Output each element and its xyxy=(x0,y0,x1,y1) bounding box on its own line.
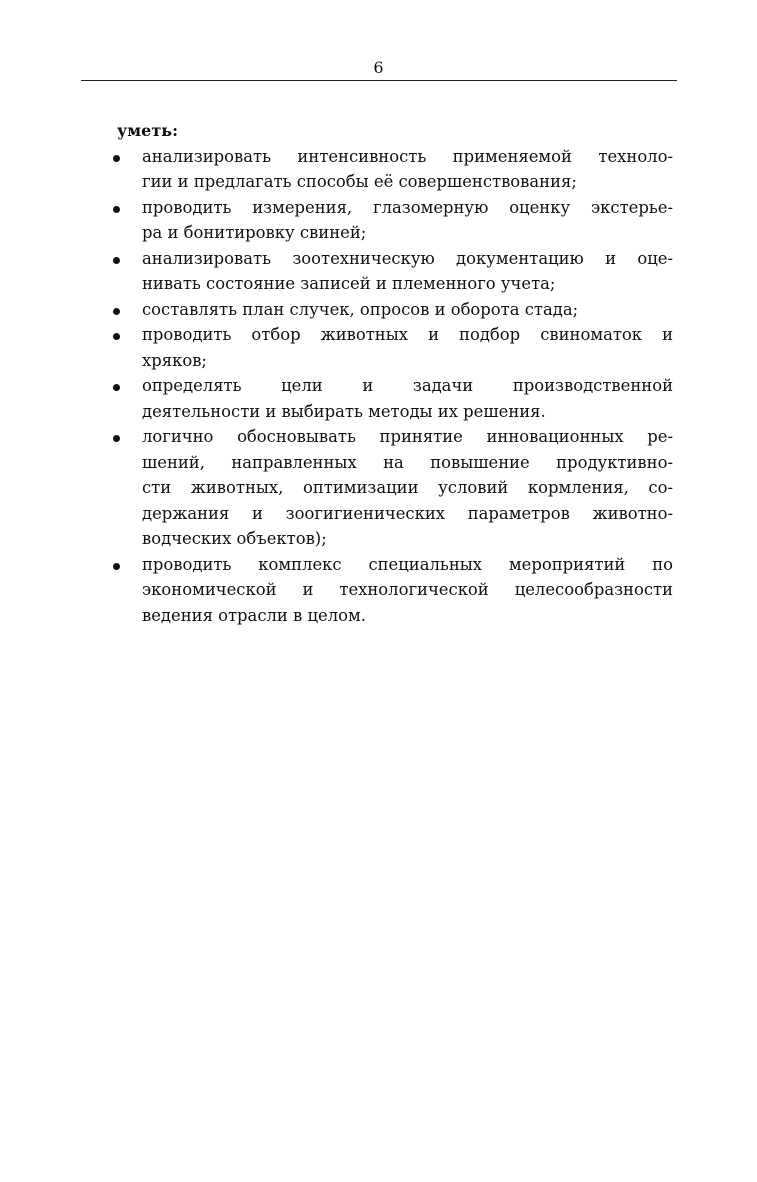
item-line: определять цели и задачи производственной xyxy=(142,376,673,395)
list-item xyxy=(111,246,673,297)
item-line: нивать состояние записей и племенного учета; xyxy=(142,274,556,293)
item-line: гии и предлагать способы её совершенствования; xyxy=(142,172,577,191)
list-item xyxy=(111,552,673,629)
bullet-icon xyxy=(113,206,120,213)
item-line: проводить комплекс специальных мероприятий по xyxy=(142,554,673,574)
list-item xyxy=(111,424,673,552)
item-line: проводить измерения, глазомерную оценку экстерье- xyxy=(142,197,673,217)
bullet-icon xyxy=(113,155,120,162)
list-item xyxy=(111,373,673,424)
item-line: держания и зоогигиенических параметров животно- xyxy=(142,503,673,523)
list-item xyxy=(111,322,673,373)
item-line: анализировать зоотехническую документацию и оце- xyxy=(142,248,673,268)
item-line: анализировать интенсивность применяемой техноло- xyxy=(142,146,673,166)
item-line: хряков; xyxy=(142,350,207,370)
skills-section xyxy=(111,118,673,628)
page-number: 6 xyxy=(373,58,384,77)
item-line: составлять план случек, опросов и оборота стада; xyxy=(142,299,579,319)
item-line: проводить отбор животных и подбор свиноматок и xyxy=(142,325,673,344)
bullet-icon xyxy=(113,257,120,264)
bullet-icon xyxy=(113,308,120,315)
bullet-icon xyxy=(113,563,120,570)
item-line: водческих объектов); xyxy=(142,529,327,548)
list-item xyxy=(111,144,673,195)
item-line: экономической и технологической целесообразности xyxy=(142,580,673,599)
list-item xyxy=(111,195,673,246)
item-line: логично обосновывать принятие инновационных ре- xyxy=(142,427,673,446)
bullet-icon xyxy=(113,384,120,391)
section-lead: уметь: xyxy=(117,121,178,140)
item-line: ведения отрасли в целом. xyxy=(142,605,366,625)
item-line: ра и бонитировку свиней; xyxy=(142,223,367,242)
item-line: шений, направленных на повышение продуктивно- xyxy=(142,452,673,472)
header-rule xyxy=(81,80,677,81)
skills-list xyxy=(111,144,673,629)
bullet-icon xyxy=(113,435,120,442)
list-item xyxy=(111,297,673,323)
bullet-icon xyxy=(113,333,120,340)
item-line: деятельности и выбирать методы их решения. xyxy=(142,401,546,421)
item-line: сти животных, оптимизации условий кормления, со- xyxy=(142,478,673,497)
